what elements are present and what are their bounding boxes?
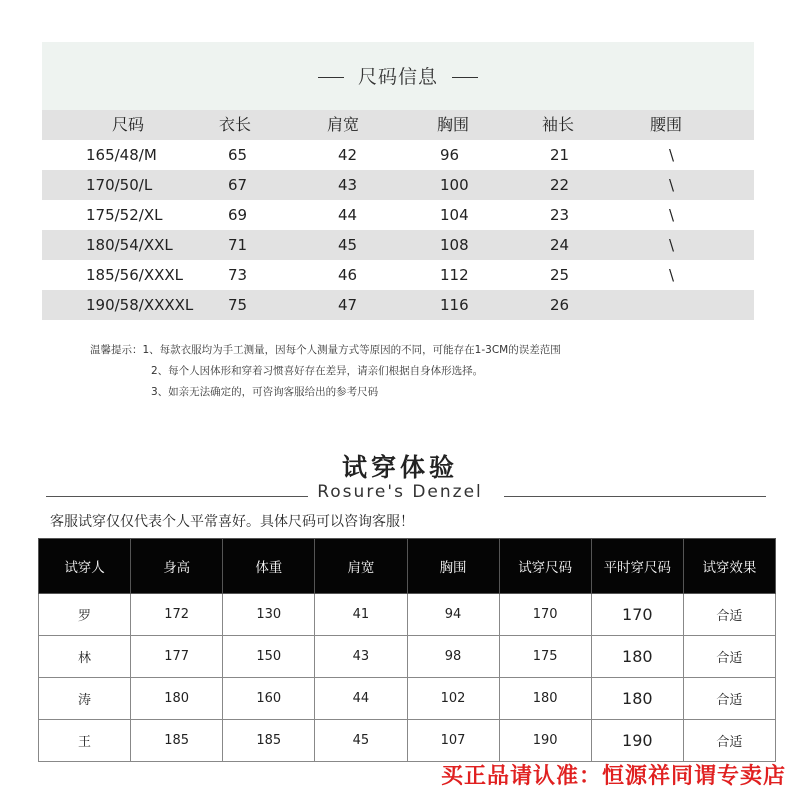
size-cell: \ (669, 176, 675, 194)
size-cell: 185/56/XXXL (86, 266, 184, 284)
size-cell: \ (669, 206, 675, 224)
size-table-row (42, 170, 754, 200)
size-cell: 22 (550, 176, 570, 194)
try-cell: 罗 (39, 594, 131, 636)
size-cell: 25 (550, 266, 570, 284)
size-header-cell: 腰围 (650, 115, 683, 134)
try-cell: 175 (499, 636, 591, 678)
size-cell: 100 (440, 176, 469, 194)
try-cell: 45 (315, 720, 407, 762)
size-table-row (42, 290, 754, 320)
try-cell: 43 (315, 636, 407, 678)
try-on-row (39, 678, 776, 720)
try-on-header-row (39, 539, 776, 594)
try-cell: 180 (131, 678, 223, 720)
try-on-title: 试穿体验 (341, 453, 458, 482)
size-header-cell: 胸围 (437, 115, 470, 134)
size-notes (90, 340, 561, 403)
size-cell: 75 (228, 296, 248, 314)
try-header-cell: 肩宽 (315, 539, 407, 594)
size-cell: 190/58/XXXXL (86, 296, 194, 314)
try-on-row (39, 636, 776, 678)
size-cell: 104 (440, 206, 469, 224)
size-cell: 69 (228, 206, 248, 224)
size-table-row (42, 140, 754, 170)
try-cell: 170 (591, 594, 683, 636)
try-on-table (38, 538, 776, 762)
size-cell: 23 (550, 206, 570, 224)
try-header-cell: 身高 (131, 539, 223, 594)
try-cell: 合适 (683, 678, 775, 720)
try-header-cell: 体重 (223, 539, 315, 594)
size-cell: 180/54/XXL (86, 236, 173, 254)
try-cell: 102 (407, 678, 499, 720)
size-table-header (42, 110, 754, 140)
size-cell: 71 (228, 236, 248, 254)
try-cell: 130 (223, 594, 315, 636)
try-cell: 180 (591, 636, 683, 678)
size-table-row (42, 230, 754, 260)
try-cell: 98 (407, 636, 499, 678)
try-cell: 170 (499, 594, 591, 636)
try-header-cell: 试穿人 (39, 539, 131, 594)
size-cell: 43 (338, 176, 358, 194)
size-cell: 165/48/M (86, 146, 157, 164)
try-cell: 94 (407, 594, 499, 636)
try-cell: 王 (39, 720, 131, 762)
size-header-cell: 衣长 (219, 115, 252, 134)
try-cell: 林 (39, 636, 131, 678)
try-header-cell: 胸围 (407, 539, 499, 594)
try-cell: 107 (407, 720, 499, 762)
try-cell: 172 (131, 594, 223, 636)
try-cell: 180 (499, 678, 591, 720)
title-dash-right (452, 77, 478, 78)
note-line: 温馨提示：1、每款衣服均为手工测量，因每个人测量方式等原因的不同，可能存在1-3CM的误差范围 (90, 344, 561, 356)
try-cell: 合适 (683, 720, 775, 762)
try-cell: 185 (131, 720, 223, 762)
size-cell: 65 (228, 146, 248, 164)
divider-right (504, 496, 766, 497)
try-cell: 44 (315, 678, 407, 720)
try-cell: 190 (499, 720, 591, 762)
try-cell: 180 (591, 678, 683, 720)
size-cell: 42 (338, 146, 358, 164)
size-info-header (42, 42, 754, 110)
size-cell: 45 (338, 236, 358, 254)
try-on-note: 客服试穿仅仅代表个人平常喜好。具体尺码可以咨询客服！ (50, 514, 414, 530)
try-cell: 41 (315, 594, 407, 636)
size-cell: 175/52/XL (86, 206, 163, 224)
try-on-row (39, 720, 776, 762)
size-cell: 46 (338, 266, 358, 284)
try-cell: 涛 (39, 678, 131, 720)
note-line: 2、每个人因体形和穿着习惯喜好存在差异，请亲们根据自身体形选择。 (151, 365, 484, 377)
size-cell: 170/50/L (86, 176, 153, 194)
size-cell: 96 (440, 146, 460, 164)
try-cell: 190 (591, 720, 683, 762)
try-cell: 150 (223, 636, 315, 678)
try-cell: 合适 (683, 594, 775, 636)
size-header-cell: 肩宽 (327, 115, 360, 134)
size-cell: 112 (440, 266, 469, 284)
try-cell: 185 (223, 720, 315, 762)
try-on-row (39, 594, 776, 636)
authentic-store-notice: 买正品请认准：恒源祥同谓专卖店 (440, 764, 786, 789)
note-line: 3、如亲无法确定的，可咨询客服给出的参考尺码 (151, 386, 379, 398)
size-cell: 67 (228, 176, 248, 194)
size-info-title: 尺码信息 (357, 66, 438, 88)
try-header-cell: 试穿效果 (683, 539, 775, 594)
size-cell: \ (669, 236, 675, 254)
try-on-subtitle: Rosure's Denzel (317, 482, 483, 502)
size-table-row (42, 200, 754, 230)
size-cell: 108 (440, 236, 469, 254)
size-info-title-row (42, 62, 754, 89)
try-cell: 合适 (683, 636, 775, 678)
size-cell: 47 (338, 296, 358, 314)
title-dash-left (318, 77, 344, 78)
size-cell: 24 (550, 236, 570, 254)
size-cell: 21 (550, 146, 570, 164)
size-cell: 26 (550, 296, 570, 314)
try-header-cell: 试穿尺码 (499, 539, 591, 594)
try-header-cell: 平时穿尺码 (591, 539, 683, 594)
try-cell: 160 (223, 678, 315, 720)
size-cell: \ (669, 266, 675, 284)
size-cell: 44 (338, 206, 358, 224)
size-header-cell: 尺码 (112, 115, 145, 134)
size-cell: 116 (440, 296, 469, 314)
size-cell: 73 (228, 266, 248, 284)
size-table-row (42, 260, 754, 290)
size-table (42, 110, 754, 320)
size-header-cell: 袖长 (542, 115, 575, 134)
size-cell: \ (669, 146, 675, 164)
try-cell: 177 (131, 636, 223, 678)
